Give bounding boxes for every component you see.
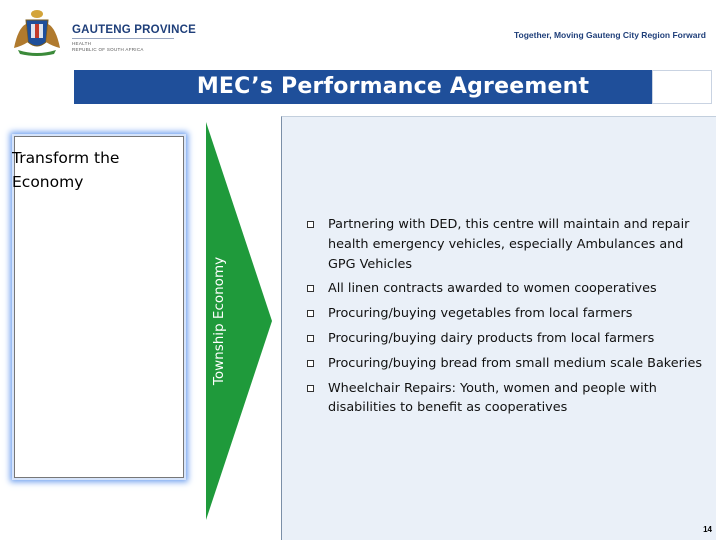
slide-title: MEC’s Performance Agreement (196, 74, 590, 99)
bullet-item (302, 379, 714, 419)
bullet-text: All linen contracts awarded to women cooperatives (328, 281, 657, 297)
bullet-text: Wheelchair Repairs: Youth, women and people with disabilities to benefit as cooperatives (328, 380, 657, 416)
bullet-text: Procuring/buying dairy products from local farmers (328, 330, 655, 346)
slide-header (0, 0, 720, 62)
bullet-item (302, 329, 714, 349)
square-bullet-icon (307, 335, 314, 342)
square-bullet-icon (307, 285, 314, 292)
organisation-country: REPUBLIC OF SOUTH AFRICA (72, 47, 144, 52)
tagline: Together, Moving Gauteng City Region Forward (513, 30, 706, 40)
bullet-text: Partnering with DED, this centre will maintain and repair health emergency vehicles, especially Ambulances and GPG Vehicles (328, 217, 690, 272)
bullet-item (302, 215, 714, 274)
square-bullet-icon (307, 360, 314, 367)
objective-text (12, 146, 119, 194)
organisation-divider (72, 38, 174, 39)
square-bullet-icon (307, 385, 314, 392)
square-bullet-icon (307, 310, 314, 317)
square-bullet-icon (307, 221, 314, 228)
bullet-item (302, 304, 714, 324)
organisation-department: HEALTH (72, 41, 92, 46)
page-number: 14 (703, 525, 712, 534)
organisation-block (72, 24, 196, 53)
objective-line-2: Economy (12, 173, 84, 191)
content-panel (281, 116, 716, 540)
bullet-list (302, 215, 714, 423)
arrow-label-container (207, 122, 231, 520)
title-bar-end-tab (652, 70, 712, 104)
bullet-text: Procuring/buying bread from small medium scale Bakeries (328, 355, 702, 371)
bullet-text: Procuring/buying vegetables from local farmers (328, 306, 633, 322)
organisation-name: GAUTENG PROVINCE (72, 24, 196, 36)
coat-of-arms-icon (8, 8, 66, 56)
objective-line-1: Transform the (12, 149, 120, 167)
bullet-item (302, 354, 714, 374)
arrow-label: Township Economy (211, 256, 227, 386)
bullet-item (302, 279, 714, 299)
title-bar (74, 70, 712, 104)
